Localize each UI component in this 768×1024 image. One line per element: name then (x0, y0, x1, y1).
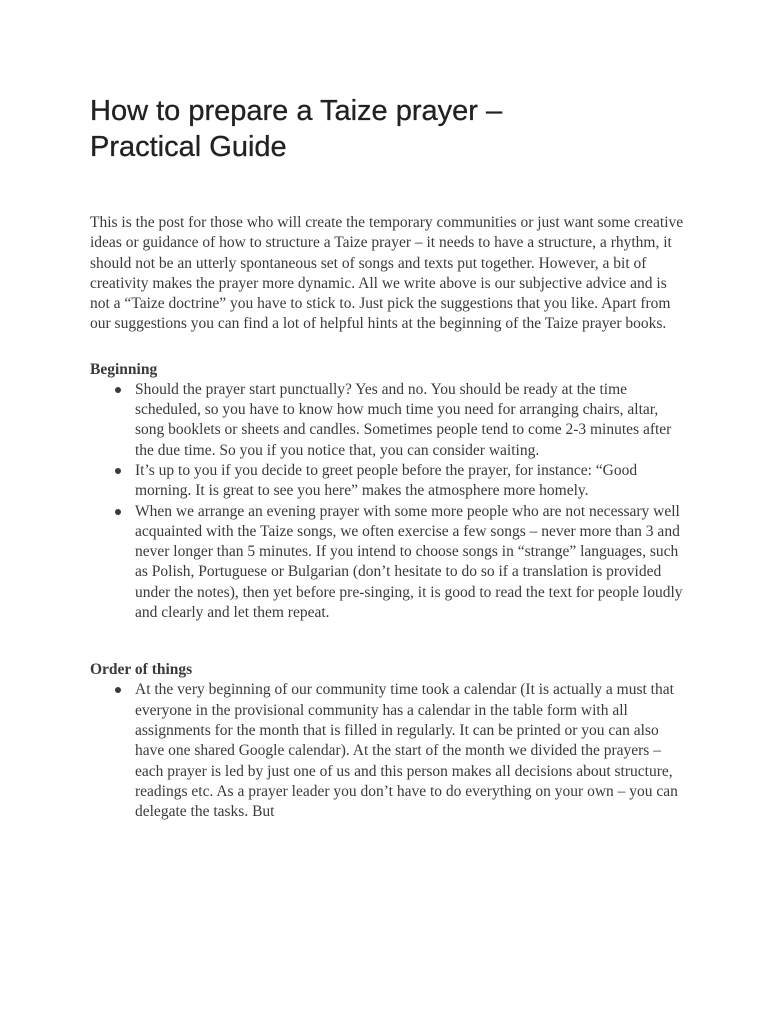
bullet-list-order-of-things (90, 680, 690, 822)
title-line-1: How to prepare a Taize prayer – (90, 95, 503, 127)
intro-paragraph: This is the post for those who will create the temporary communities or just want some creative ideas or guidance of how to structure a Taize prayer – it needs to have a structure, a rhythm, it should not be an utterly spontaneous set of songs and texts put together. However, a bit of creativity makes the prayer more dynamic. All we write above is our subjective advice and is not a “Taize doctrine” you have to stick to. Just pick the suggestions that you like. Apart from our suggestions you can find a lot of helpful hints at the beginning of the Taize prayer books. (90, 214, 684, 333)
section-heading-order-of-things: Order of things (90, 661, 193, 679)
list-item (90, 680, 690, 822)
bullet-icon (115, 509, 121, 515)
section-order-of-things (90, 660, 690, 822)
document-title (90, 93, 690, 165)
list-item-text: At the very beginning of our community time took a calendar (It is actually a must that everyone in the provisional community has a calendar in the table form with all assignments for the month that is filled in regularly. It can be printed or you can also have one shared Google calendar). At the start of the month we divided the prayers – each prayer is led by just one of us and this person makes all decisions about structure, readings etc. As a prayer leader you don’t have to do everything on your own – you can delegate the tasks. But (135, 681, 678, 821)
document-page (90, 93, 690, 822)
list-item-text: It’s up to you if you decide to greet people before the prayer, for instance: “Good morning. It is great to see you here” makes the atmosphere more homely. (135, 461, 638, 500)
bullet-icon (115, 387, 121, 393)
section-beginning (90, 360, 690, 624)
list-item-text: Should the prayer start punctually? Yes and no. You should be ready at the time scheduled, so you have to know how much time you need for arranging chairs, altar, song booklets or sheets and candles. Sometimes people tend to come 2-3 minutes after the due time. So you if you notice that, you can consider waiting. (135, 380, 672, 459)
bullet-icon (115, 687, 121, 693)
section-heading-beginning: Beginning (90, 360, 158, 378)
bullet-list-beginning (90, 380, 690, 624)
list-item (90, 461, 690, 502)
list-item (90, 502, 690, 624)
list-item-text: When we arrange an evening prayer with some more people who are not necessary well acquainted with the Taize songs, we often exercise a few songs – never more than 3 and never longer than 5 minutes. If you intend to choose songs in “strange” languages, such as Polish, Portuguese or Bulgarian (don’t hesitate to do so if a translation is provided under the notes), then yet before pre-singing, it is good to read the text for people loudly and clearly and let them repeat. (135, 502, 683, 622)
list-item (90, 380, 690, 461)
title-line-2: Practical Guide (90, 131, 287, 163)
bullet-icon (115, 468, 121, 474)
